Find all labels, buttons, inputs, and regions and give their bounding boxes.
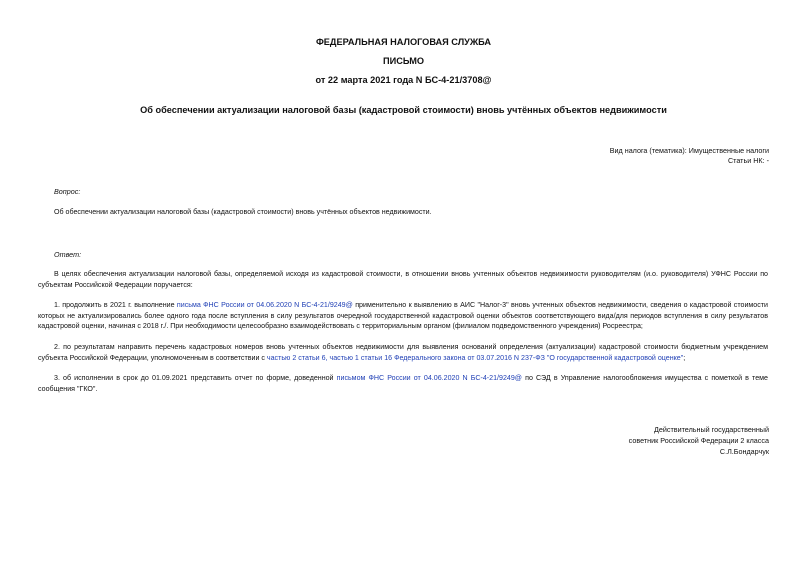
question-text: Об обеспечении актуализации налоговой базы (кадастровой стоимости) вновь учтённых объектов недвижимости.	[54, 208, 432, 216]
item-1-text-after: применительно к выявлению в АИС "Налог-3" вновь учтенных объектов недвижимости, сведения о кадастровой стоимости которых не актуализировались более одного года после вступления в силу результатов очередной государственной кадастровой оценки объектов соответствующего вида/для периодов вступления в силу результатов кадастровой оценки, начиная с 2018 г./. При необходимости целесообразно взаимодействовать с территориальным органом (филиалом подведомственного учреждения) Росреестра;	[38, 301, 768, 330]
item-3-text-after: по СЭД в Управление налогообложения имущества с пометкой в теме сообщения "ГКО".	[38, 374, 768, 393]
item-2-text-before: 2. по результатам направить перечень кадастровых номеров вновь учтенных объектов недвижимости для выявления оснований определения (актуализации) кадастровой стоимости бюджетным учреждением субъекта Российской Федерации, уполномоченным в соответствии с	[38, 343, 768, 362]
answer-intro-text: В целях обеспечения актуализации налоговой базы, определяемой исходя из кадастровой стоимости, в отношении вновь учтенных объектов недвижимости руководителям (и.о. руководителя) УФНС России по субъектам Российской Федерации поручается:	[38, 270, 768, 289]
tax-articles: Статьи НК: -	[727, 156, 769, 165]
question-label: Вопрос:	[54, 187, 81, 196]
item-1-text-before: 1. продолжить в 2021 г. выполнение	[54, 301, 177, 309]
answer-item-2	[38, 342, 768, 363]
answer-intro	[38, 269, 768, 290]
item-1-link[interactable]: письма ФНС России от 04.06.2020 N БС-4-21/9249@	[176, 301, 353, 309]
signature-line-1: Действительный государственный	[654, 425, 769, 434]
document-subject: Об обеспечении актуализации налоговой базы (кадастровой стоимости) вновь учтённых объектов недвижимости	[140, 105, 667, 115]
document-date-number: от 22 марта 2021 года N БС-4-21/3708@	[315, 75, 492, 85]
item-3-link[interactable]: письмом ФНС России от 04.06.2020 N БС-4-21/9249@	[336, 374, 522, 382]
item-2-link[interactable]: частью 2 статьи 6, частью 1 статьи 16 Федерального закона от 03.07.2016 N 237-ФЗ "О государственной кадастровой оценке"	[266, 353, 684, 362]
document-type: ПИСЬМО	[382, 56, 425, 66]
answer-label: Ответ:	[54, 250, 82, 259]
signature-line-2: советник Российской Федерации 2 класса	[628, 436, 769, 445]
meta-block	[610, 146, 769, 166]
answer-item-1	[38, 300, 768, 332]
signer-name: С.Л.Бондарчук	[719, 447, 769, 456]
answer-item-3	[38, 373, 768, 394]
item-3-text-before: 3. об исполнении в срок до 01.09.2021 представить отчет по форме, доведенной	[54, 374, 337, 382]
signature-block	[629, 424, 769, 457]
item-2-text-after: ;	[683, 353, 686, 362]
agency-name: ФЕДЕРАЛЬНАЯ НАЛОГОВАЯ СЛУЖБА	[315, 37, 492, 47]
tax-type: Вид налога (тематика): Имущественные налоги	[609, 146, 769, 155]
